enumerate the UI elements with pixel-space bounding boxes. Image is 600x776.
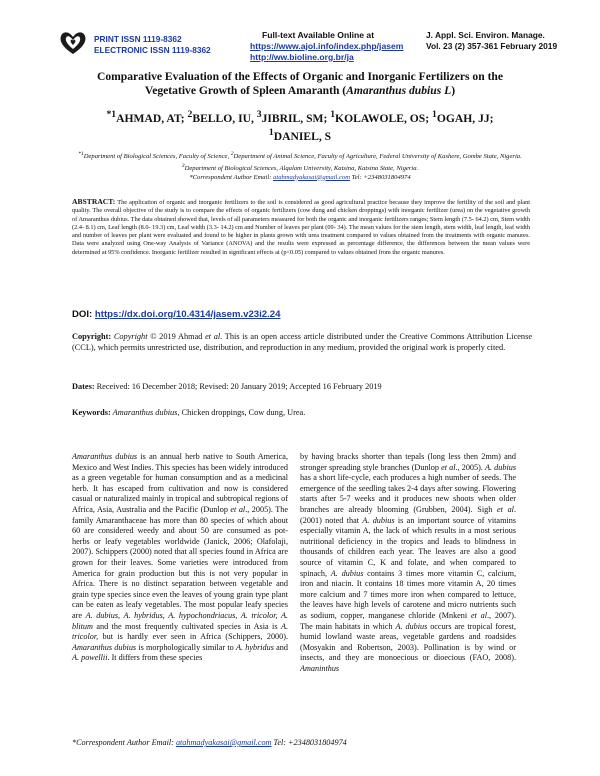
title-line-1: Comparative Evaluation of the Effects of Organic and Inorganic Fertilizers on the: [96, 70, 504, 83]
text-italic: Amaranthus dubius: [72, 452, 138, 461]
abstract: [72, 198, 530, 257]
affil-sup: *1: [78, 151, 84, 157]
author-sup: *1: [106, 109, 117, 120]
text-italic: et al: [470, 610, 487, 620]
corr-tel: Tel: +2348031804974: [350, 173, 411, 181]
affil-sup: 2: [230, 151, 234, 157]
page-footer: [72, 738, 347, 747]
author-sup: 3: [256, 109, 262, 120]
keywords-rest: , Chicken droppings, Cow dung, Urea.: [177, 408, 306, 417]
footer-email-link[interactable]: atahmadyakasai@gmail.com: [175, 738, 272, 747]
fulltext-label: Full-text Available Online at: [262, 30, 375, 40]
footer-tel: Tel: +2348031804974: [271, 738, 347, 747]
journal-volume: Vol. 23 (2) 357-361 February 2019: [426, 41, 558, 51]
copyright-italic: Copyright: [111, 332, 148, 341]
author-name: BELLO, IU,: [192, 111, 257, 125]
text: by having bracks shorter than tepals (long less then 2mm) and stronger spreading style branches (Dunlop: [300, 452, 516, 472]
author-name: AHMAD, AT;: [116, 111, 188, 125]
text: ., 2005).: [455, 462, 485, 472]
journal-citation: [426, 30, 557, 52]
text: has a short life-cycle, each produces a high number of seeds. The emergence of the seedling takes 2-4 days after sowing. Flowering starts after 5-7 weeks and it produces new shoots when older branches are already blooming (Grubben, 2004). Sigh: [300, 473, 516, 514]
author-sup: 2: [187, 109, 193, 120]
electronic-issn: ELECTRONIC ISSN 1119-8362: [94, 45, 211, 55]
affil-text: Department of Biological Sciences, Faculty of Science,: [83, 153, 231, 161]
affiliation-1: [70, 150, 530, 162]
text-italic: A. hybridus: [235, 642, 274, 652]
text-italic: A. tricolor,: [72, 621, 288, 642]
author: [256, 109, 331, 125]
print-issn: PRINT ISSN 1119-8362: [94, 34, 182, 44]
affil-text: Department of Animal Science, Faculty of Agriculture, Federal University of Kashere, Gombe State, Nigeria.: [233, 153, 522, 161]
text-italic: Amaninthus: [300, 663, 340, 673]
leaf-emblem-icon: [58, 28, 88, 56]
text-italic: A. dubius: [362, 515, 395, 525]
affil-sup: 3: [181, 162, 185, 169]
copyright-paragraph: [72, 332, 532, 354]
author-sup: 1: [330, 109, 336, 120]
abstract-text: The application of organic and inorganic fertilizers to the soil is considered as good agricultural practice because they improve the fertility of the soil and plant quality. The overall objective of the study is to compare the effects of organic fertilizers (cow dung and chicken droppings) with inorganic fertilizer (urea) on the vegetative growth of Amaranthus dubius. The data obtained showed that, levels of all parameters measured for both the organic and inorganic fertilizers ranges; Stem length (7.5- 64.2) cm, Stem width (2.4- 8.1) cm, Leaf length (8.0- 19.3) cm, Leaf width (3.3- 14.2) cm and Number of leaves per plant (09- 34). The mean values for the stem length, stem width, leaf length, leaf width and number of leaves per plant were evaluated and found to be higher in plants grown with urea treatment compared to values obtained from the treatments with organic manures. Data were analyzed using One-way Analysis of Variance (ANOVA) and the results were expressed as percentage difference, the differences between the mean values were determined at 95% confidence. Inorganic fertilizer resulted in significant effects at (p<0.05) compared to values obtained from the organic manures.: [72, 199, 530, 256]
corresponding-author: [70, 174, 530, 183]
text-italic: A. dubius: [330, 568, 364, 578]
author-name: OGAH, JJ;: [436, 111, 494, 125]
issn-block: [94, 34, 211, 56]
title-line-2: [60, 84, 540, 98]
text-italic: et al: [230, 504, 246, 514]
text-italic: A. powellii: [72, 653, 108, 663]
copyright-etal: et al.: [205, 332, 223, 341]
doi-label: DOI:: [72, 309, 95, 320]
author-sup: 1: [432, 109, 437, 120]
title-close: ): [451, 84, 456, 97]
text: ., 2007). The main habitats in which: [300, 610, 516, 631]
text: . (2001) noted that: [300, 504, 516, 525]
copyright-label: Copyright:: [72, 332, 112, 341]
text: contains 3 times more vitamin C, calcium, iron and niacin. It contains 18 times more vitamin A, 20 times more calcium and 7 times more iron when compared to lettuce, the leaves have high levels of carotene and micro nutrients such as sodium, copper, manganese chloride (Mnkeni: [300, 568, 516, 620]
page-header: [0, 4, 600, 66]
article-title: [60, 70, 540, 98]
affil-text: Department of Biological Sciences, Alqalam University, Katsina, Katsina State, Nigeria.: [184, 164, 419, 172]
ajol-link[interactable]: https://www.ajol.info/index.php/jasem: [250, 41, 404, 51]
text: ., 2005). The family Amaranthaceae has more than 80 species of which about 60 are considered weedy and about 50 are consumed as pot- herbs or leafy vegetables worldwide (Janick, 2006; Olafolaji, 2007). Schippers (2000) noted that all species found in Africa are grown for their leaves. Some varieties were introduced from America for grain production but this is not very popular in Africa. There is no distinct separation between vegetable and grain type species since even the leaves of young grain type plant can be eaten as leafy vegetables. The most popular leafy species are: [72, 504, 289, 620]
author-sup: 1: [268, 126, 274, 138]
affiliations: [70, 150, 530, 182]
author: [106, 109, 188, 125]
text: is an annual herb native to South America, Mexico and West Indies. This species has been widely introduced as a green vegetable for human consumption and as a medicinal herb. It has escaped from cultivation and now is considered casual or naturalized mainly in tropical and subtropical regions of Africa, Asia, Australia and the Pacific (Dunlop: [72, 452, 288, 514]
text-italic: et al: [496, 504, 514, 514]
dates-label: Dates:: [72, 382, 95, 391]
author: [330, 109, 433, 125]
keywords-label: Keywords:: [72, 408, 111, 417]
text: occurs are tropical forest, humid lowland waste areas, vegetable gardens and roadsides (Mosyakin and Robertson, 2003). Pollination is by wind or insects, and they are monoecious or dioecious (FAO, 2008).: [300, 621, 516, 663]
copyright-text-rest: This is an open access article distributed under the Creative Commons Attribution License (CCL), which permits unrestricted use, distribution, and reproduction in any medium, provided the original work is properly cited.: [72, 332, 532, 352]
bioline-link[interactable]: http://ww.bioline.org.br/ja: [250, 52, 354, 62]
fulltext-availability: [250, 30, 403, 63]
dates-line: [72, 382, 532, 393]
author-list: [70, 108, 530, 144]
author: [187, 109, 257, 125]
corr-email-link[interactable]: atahmadyakasai@gmail.com: [273, 173, 351, 181]
author: [432, 109, 494, 125]
author-name: DANIEL, S: [273, 129, 332, 143]
footer-label: *Correspondent Author Email:: [72, 738, 176, 747]
author-name: JIBRIL, SM;: [261, 111, 331, 125]
journal-name: J. Appl. Sci. Environ. Manage.: [426, 30, 545, 40]
text-italic: A. dubius: [485, 462, 517, 472]
text: is an important source of vitamins especially vitamin A, the lack of which results in a most serious nutritional deficiency in the tropics and leads to blindness in thousands of children each year. The leaves are also a good source of vitamin C, K and folate, and when compared to spinach,: [300, 515, 516, 578]
text: and the most frequently cultivated species in Asia is: [92, 621, 281, 631]
text: . It differs from these species: [107, 653, 203, 663]
corr-label: *Correspondent Author Email:: [189, 173, 274, 181]
body-column-left: [72, 452, 288, 664]
keywords-species: Amaranthus dubius: [110, 408, 178, 417]
keywords-line: [72, 408, 532, 419]
author: [268, 126, 332, 143]
author-name: KOLAWOLE, OS;: [335, 111, 433, 125]
copyright-text: © 2019 Ahmad: [147, 332, 206, 341]
title-species: Amaranthus dubius L: [346, 84, 452, 97]
text: and: [273, 642, 288, 652]
title-text: Vegetative Growth of Spleen Amaranth (: [144, 84, 347, 97]
doi-link[interactable]: https://dx.doi.org/10.4314/jasem.v23i2.24: [94, 309, 281, 320]
abstract-heading: ABSTRACT:: [72, 197, 116, 206]
text-italic: A. dubius: [395, 621, 428, 631]
affiliation-3: [70, 162, 530, 174]
text-italic: A. dubius, A. hybridus, A. hypochondriacus, A. tricolor, A. blitum: [72, 610, 288, 631]
doi-line: [72, 309, 280, 320]
body-column-right: [300, 452, 516, 674]
text: but is hardly ever seen in Africa (Schippers, 2000).: [98, 632, 288, 642]
text-italic: Amaranthus dubius: [72, 642, 137, 652]
dates-text: Received: 16 December 2018; Revised: 20 January 2019; Accepted 16 February 2019: [94, 382, 382, 391]
text-italic: et al: [441, 462, 456, 472]
text: is morphologically similar to: [136, 642, 236, 652]
